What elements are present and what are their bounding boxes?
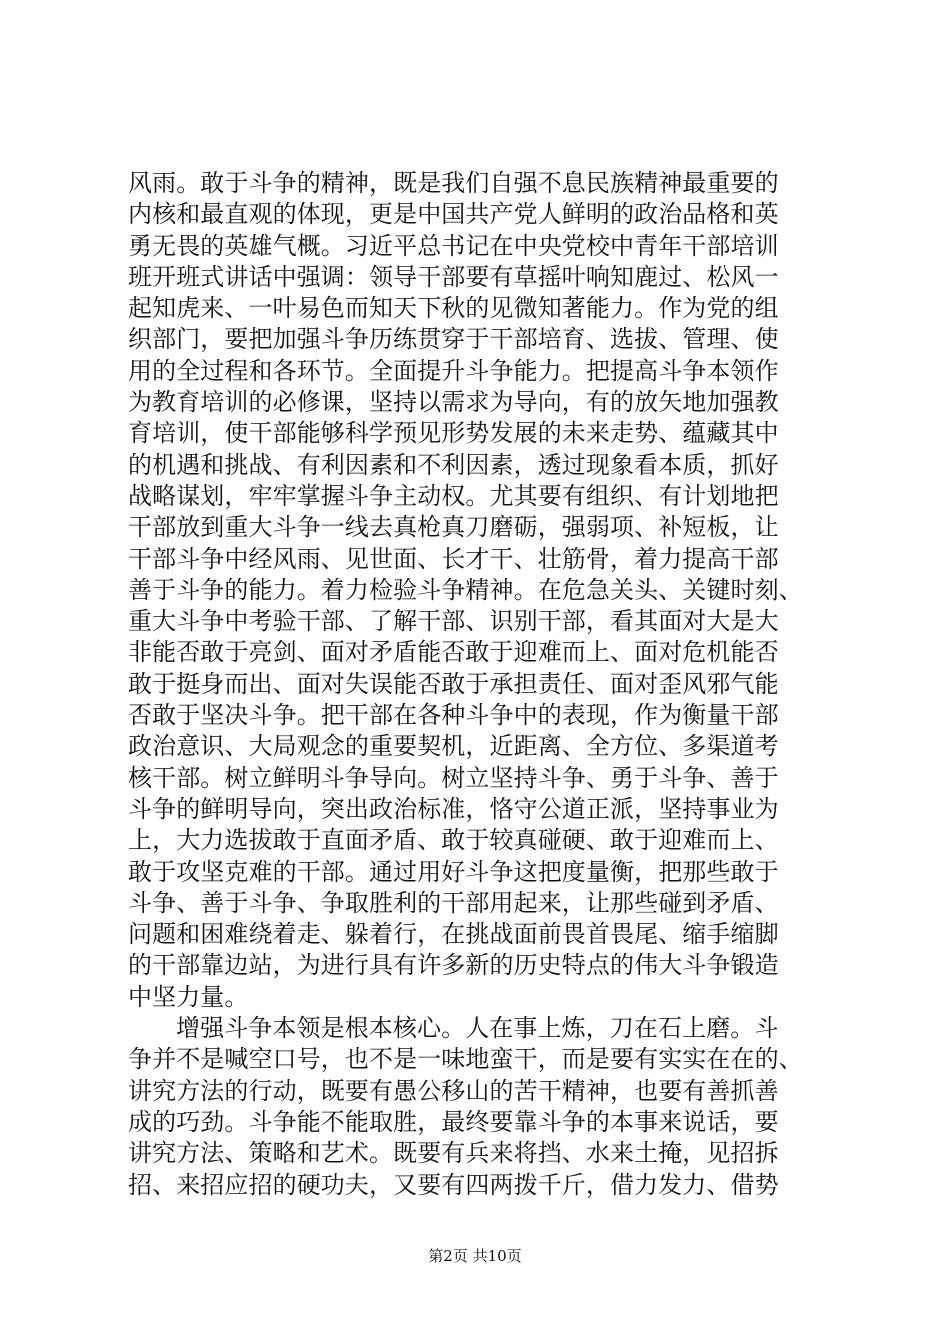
text-line: 织部门，要把加强斗争历练贯穿于干部培育、选拔、管理、使 [128, 325, 779, 354]
text-line: 斗争的鲜明导向，突出政治标准，恪守公道正派，坚持事业为 [128, 794, 779, 823]
text-line: 班开班式讲话中强调：领导干部要有草摇叶响知鹿过、松风一 [128, 262, 779, 291]
text-line: 干部斗争中经风雨、见世面、长才干、壮筋骨，着力提高干部 [128, 544, 779, 573]
text-line: 非能否敢于亮剑、面对矛盾能否敢于迎难而上、面对危机能否 [128, 638, 779, 667]
text-line: 内核和最直观的体现，更是中国共产党人鲜明的政治品格和英 [128, 200, 779, 229]
text-line: 重大斗争中考验干部、了解干部、识别干部，看其面对大是大 [128, 607, 779, 636]
text-line: 讲究方法的行动，既要有愚公移山的苦干精神，也要有善抓善 [128, 1076, 779, 1105]
text-line: 斗争、善于斗争、争取胜利的干部用起来，让那些碰到矛盾、 [128, 888, 779, 917]
text-line: 为教育培训的必修课，坚持以需求为导向，有的放矢地加强教 [128, 388, 779, 417]
text-line: 育培训，使干部能够科学预见形势发展的未来走势、蕴藏其中 [128, 419, 779, 448]
text-line: 敢于挺身而出、面对失误能否敢于承担责任、面对歪风邪气能 [128, 669, 779, 698]
text-line: 敢于攻坚克难的干部。通过用好斗争这把度量衡，把那些敢于 [128, 857, 779, 886]
text-line: 成的巧劲。斗争能不能取胜，最终要靠斗争的本事来说话，要 [128, 1107, 779, 1136]
text-line: 上，大力选拔敢于直面矛盾、敢于较真碰硬、敢于迎难而上、 [128, 826, 779, 855]
page-number-label: 第2页 共10页 [428, 1247, 522, 1265]
text-line: 战略谋划，牢牢掌握斗争主动权。尤其要有组织、有计划地把 [128, 481, 779, 510]
text-line: 起知虎来、一叶易色而知天下秋的见微知著能力。作为党的组 [128, 294, 779, 323]
text-line: 核干部。树立鲜明斗争导向。树立坚持斗争、勇于斗争、善于 [128, 763, 779, 792]
paragraph-start-line: 增强斗争本领是根本核心。人在事上炼，刀在石上磨。斗 [176, 1014, 779, 1043]
text-line: 政治意识、大局观念的重要契机，近距离、全方位、多渠道考 [128, 732, 779, 761]
text-line: 风雨。敢于斗争的精神，既是我们自强不息民族精神最重要的 [128, 169, 779, 197]
text-line: 否敢于坚决斗争。把干部在各种斗争中的表现，作为衡量干部 [128, 701, 779, 730]
text-line: 的机遇和挑战、有利因素和不利因素，透过现象看本质，抓好 [128, 450, 779, 479]
page-footer [0, 1245, 950, 1266]
text-line: 的干部靠边站，为进行具有许多新的历史特点的伟大斗争锻造 [128, 951, 779, 980]
text-line: 勇无畏的英雄气概。习近平总书记在中央党校中青年干部培训 [128, 231, 779, 260]
text-line: 争并不是喊空口号，也不是一味地蛮干，而是要有实实在在的、 [128, 1045, 803, 1074]
text-line: 用的全过程和各环节。全面提升斗争能力。把提高斗争本领作 [128, 356, 779, 385]
text-line: 问题和困难绕着走、躲着行，在挑战面前畏首畏尾、缩手缩脚 [128, 920, 779, 949]
body-text [128, 168, 828, 1201]
text-line: 善于斗争的能力。着力检验斗争精神。在危急关头、关键时刻、 [128, 575, 803, 604]
text-line: 中坚力量。 [128, 982, 249, 1011]
text-line: 讲究方法、策略和艺术。既要有兵来将挡、水来土掩，见招拆 [128, 1139, 779, 1168]
text-line: 招、来招应招的硬功夫，又要有四两拨千斤，借力发力、借势 [128, 1170, 779, 1199]
text-line: 干部放到重大斗争一线去真枪真刀磨砺，强弱项、补短板，让 [128, 513, 779, 542]
